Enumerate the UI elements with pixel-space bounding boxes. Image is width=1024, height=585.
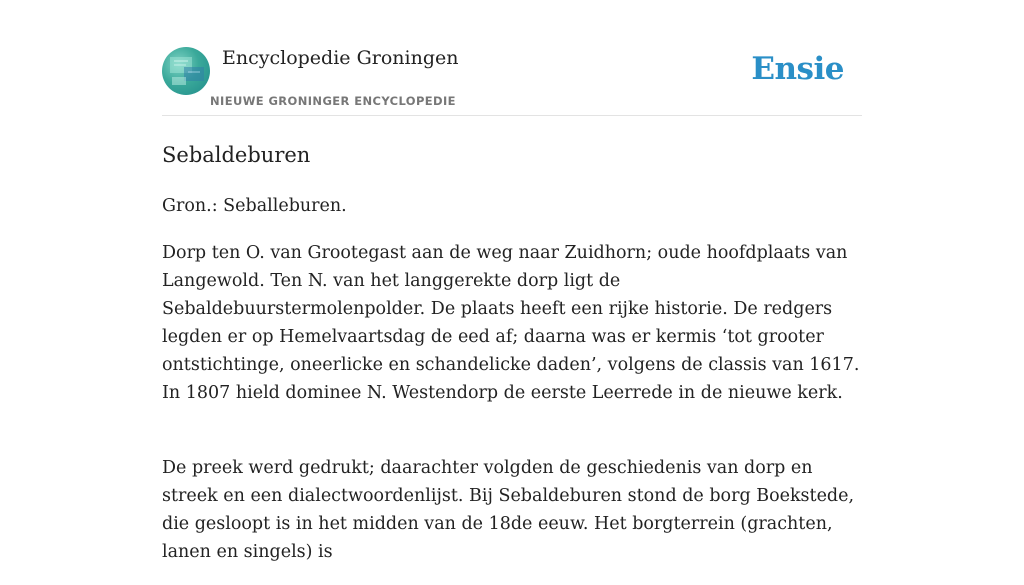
article-paragraph: Gron.: Seballeburen. <box>162 196 347 216</box>
site-subtitle: NIEUWE GRONINGER ENCYCLOPEDIE <box>210 94 456 108</box>
ensie-logo-link[interactable]: Ensie <box>751 51 844 87</box>
article-body <box>162 192 862 585</box>
book-cover-icon[interactable] <box>162 47 210 95</box>
article-paragraph: Dorp ten O. van Grootegast aan de weg naar Zuidhorn; oude hoofdplaats van Langewold. Ten N. van het langgerekte dorp ligt de Sebaldebuurstermolenpolder. De plaats heeft een rijke historie. De redgers legden er op Hemelvaartsdag de eed af; daarna was er kermis ‘tot grooter ontstichtinge, oneerlicke en schandelicke daden’, volgens de classis van 1617. In 1807 hield dominee N. Westendorp de eerste Leerrede in de nieuwe kerk. <box>162 243 860 403</box>
paragraph-spacer <box>162 426 862 454</box>
site-header <box>162 0 862 116</box>
article-paragraph: De preek werd gedrukt; daarachter volgden de geschiedenis van dorp en streek en een dialectwoordenlijst. Bij Sebaldeburen stond de borg Boekstede, die gesloopt is in het midden van de 18de eeuw. Het borgterrein (grachten, lanen en singels) is <box>162 458 855 562</box>
page-container <box>162 0 862 562</box>
article-title: Sebaldeburen <box>162 143 311 167</box>
site-title[interactable]: Encyclopedie Groningen <box>222 47 459 69</box>
